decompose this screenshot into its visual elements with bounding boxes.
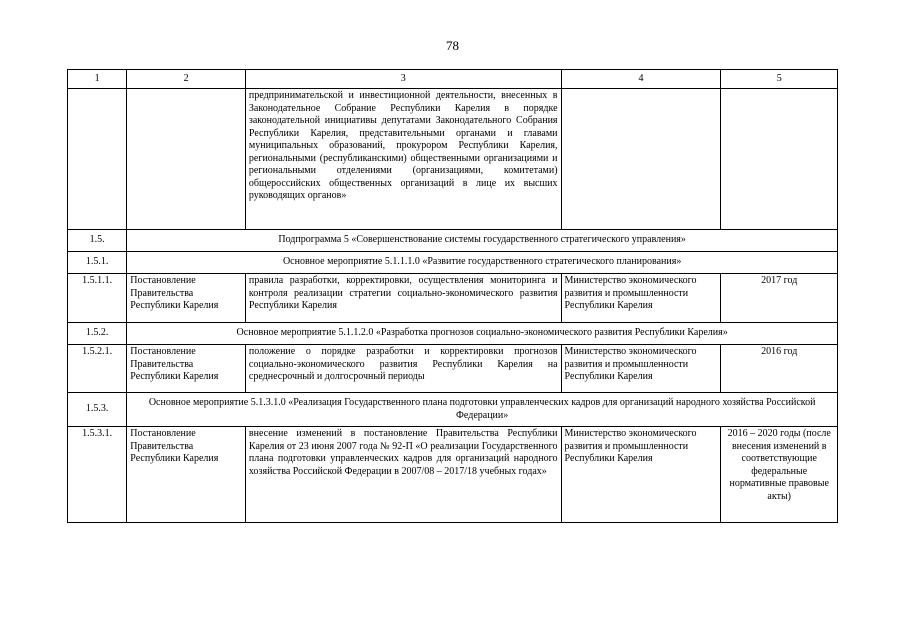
section-title: Подпрограмма 5 «Совершенствование системы государственного стратегического управления» (127, 230, 838, 252)
section-row (68, 252, 838, 274)
cell-term: 2016 год (721, 345, 838, 393)
cell-doc: Постановление Правительства Республики Карелия (127, 427, 246, 523)
section-row (68, 323, 838, 345)
cell-num: 1.5.2.1. (68, 345, 127, 393)
table-row (68, 345, 838, 393)
header-cell: 1 (68, 70, 127, 89)
cell-num (68, 89, 127, 230)
cell-content: предпринимательской и инвестиционной деятельности, внесенных в Законодательное Собрание Республики Карелия в порядке законодательной инициативы депутатами Законодательного Собрания Республики Карелия, представительными органами и главами муниципальных образований, прокурором Республики Карелия, региональными (республиканскими) общественными организациями и региональными отделениями (организациями, комитетами) общероссийских общественных организаций в лице их высших руководящих органов» (245, 89, 561, 230)
cell-doc (127, 89, 246, 230)
section-title: Основное мероприятие 5.1.3.1.0 «Реализация Государственного плана подготовки управленческих кадров для организаций народного хозяйства Российской Федерации» (127, 393, 838, 427)
section-row (68, 393, 838, 427)
cell-num: 1.5.3.1. (68, 427, 127, 523)
cell-num: 1.5.3. (68, 393, 127, 427)
cell-responsible: Министерство экономического развития и промышленности Республики Карелия (561, 274, 721, 323)
cell-responsible: Министерство экономического развития и промышленности Республики Карелия (561, 427, 721, 523)
cell-content: внесение изменений в постановление Правительства Республики Карелия от 23 июня 2007 года № 92-П «О реализации Государственного плана подготовки управленческих кадров для организаций народного хозяйства Российской Федерации в 2007/08 – 2017/18 учебных годах» (245, 427, 561, 523)
cell-term (721, 89, 838, 230)
cell-content: положение о порядке разработки и корректировки прогнозов социально-экономического развития Республики Карелия на среднесрочный и долгосрочный периоды (245, 345, 561, 393)
cell-doc: Постановление Правительства Республики Карелия (127, 345, 246, 393)
cell-doc: Постановление Правительства Республики Карелия (127, 274, 246, 323)
cell-term: 2016 – 2020 годы (после внесения изменений в соответствующие федеральные нормативные правовые акты) (721, 427, 838, 523)
cell-responsible: Министерство экономического развития и промышленности Республики Карелия (561, 345, 721, 393)
table-row-continuation (68, 89, 838, 230)
section-title: Основное мероприятие 5.1.1.1.0 «Развитие государственного стратегического планирования» (127, 252, 838, 274)
section-row (68, 230, 838, 252)
table-row (68, 427, 838, 523)
table-header-row (68, 70, 838, 89)
cell-num: 1.5. (68, 230, 127, 252)
table-row (68, 274, 838, 323)
cell-num: 1.5.1. (68, 252, 127, 274)
cell-num: 1.5.1.1. (68, 274, 127, 323)
cell-content: правила разработки, корректировки, осуществления мониторинга и контроля реализации стратегии социально-экономического развития Республики Карелия (245, 274, 561, 323)
header-cell: 2 (127, 70, 246, 89)
cell-term: 2017 год (721, 274, 838, 323)
plan-table (67, 69, 838, 523)
page-number: 78 (446, 38, 459, 53)
header-cell: 4 (561, 70, 721, 89)
header-cell: 3 (245, 70, 561, 89)
header-cell: 5 (721, 70, 838, 89)
section-title: Основное мероприятие 5.1.1.2.0 «Разработка прогнозов социально-экономического развития Республики Карелия» (127, 323, 838, 345)
cell-responsible (561, 89, 721, 230)
cell-num: 1.5.2. (68, 323, 127, 345)
